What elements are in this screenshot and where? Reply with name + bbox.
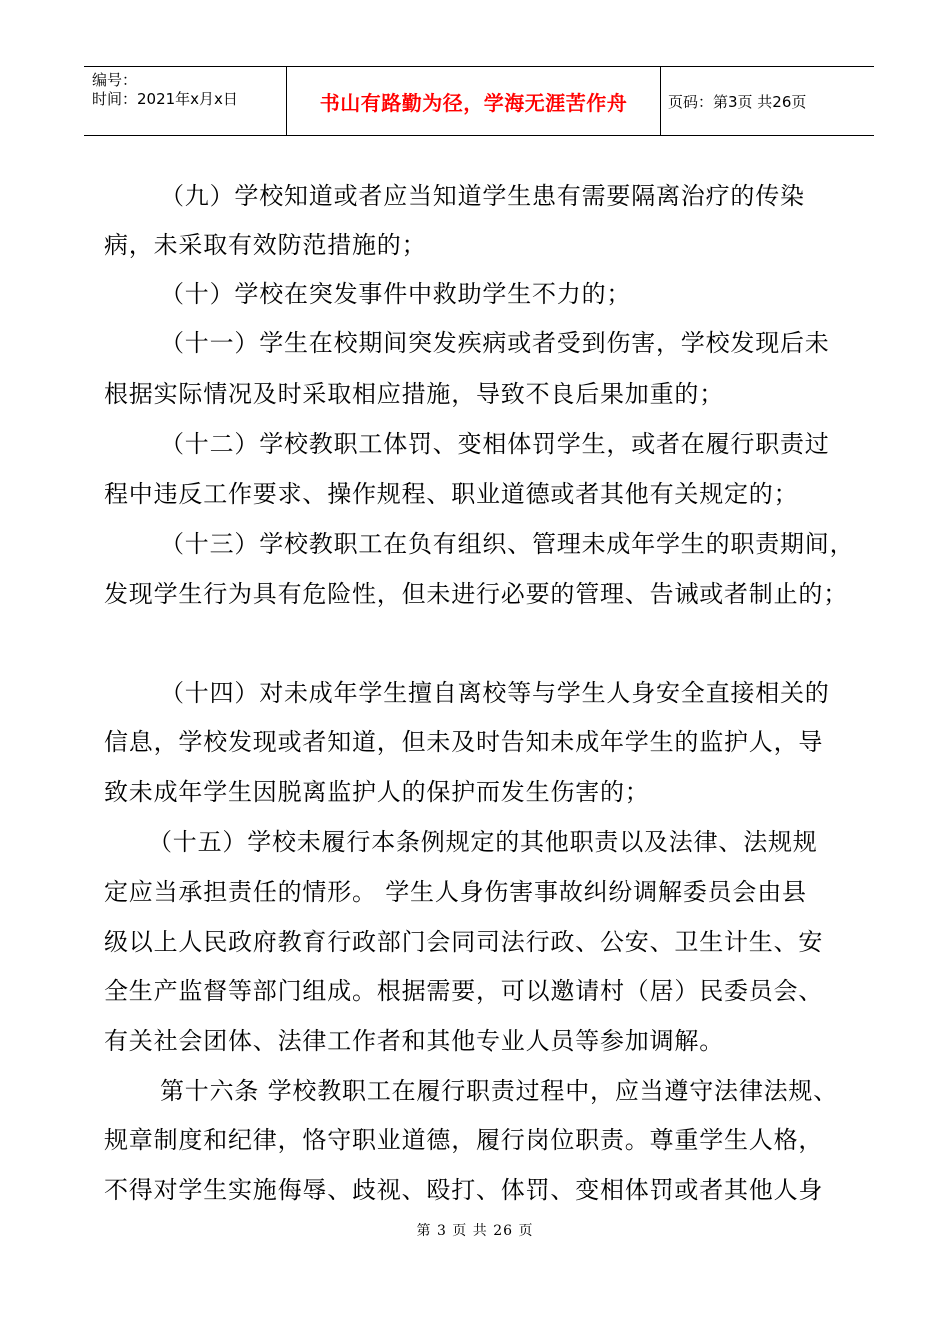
text-line: （十二）学校教职工体罚、变相体罚学生，或者在履行职责过 xyxy=(160,430,830,458)
text-line: 第十六条 学校教职工在履行职责过程中，应当遵守法律法规、 xyxy=(160,1077,839,1105)
text-line: 致未成年学生因脱离监护人的保护而发生伤害的； xyxy=(104,778,650,806)
header-motto: 书山有路勤为径，学海无涯苦作舟 xyxy=(287,67,661,135)
text-line: 病，未采取有效防范措施的； xyxy=(104,231,427,259)
time-label: 时间：2021年x月x日 xyxy=(92,90,238,108)
page-footer: 第 3 页 共 26 页 xyxy=(416,1223,534,1239)
text-line: 根据实际情况及时采取相应措施，导致不良后果加重的； xyxy=(104,380,724,408)
text-line: 有关社会团体、法律工作者和其他专业人员等参加调解。 xyxy=(104,1027,724,1055)
text-line: 发现学生行为具有危险性，但未进行必要的管理、告诫或者制止的； xyxy=(104,580,848,608)
text-line: （九）学校知道或者应当知道学生患有需要隔离治疗的传染 xyxy=(160,182,805,210)
number-label: 编号： xyxy=(92,71,138,89)
text-line: （十五）学校未履行本条例规定的其他职责以及法律、法规规 xyxy=(148,828,818,856)
text-line: 定应当承担责任的情形。 学生人身伤害事故纠纷调解委员会由县 xyxy=(104,878,807,906)
text-line: 信息，学校发现或者知道，但未及时告知未成年学生的监护人，导 xyxy=(104,728,824,756)
text-line: （十）学校在突发事件中救助学生不力的； xyxy=(160,280,632,308)
header-page-info: 页码：第3页 共26页 xyxy=(668,92,807,111)
text-line: 程中违反工作要求、操作规程、职业道德或者其他有关规定的； xyxy=(104,480,799,508)
text-line: 级以上人民政府教育行政部门会同司法行政、公安、卫生计生、安 xyxy=(104,928,824,956)
text-line: 全生产监督等部门组成。根据需要，可以邀请村（居）民委员会、 xyxy=(104,977,824,1005)
text-line: （十三）学校教职工在负有组织、管理未成年学生的职责期间， xyxy=(160,530,855,558)
text-line: （十一）学生在校期间突发疾病或者受到伤害，学校发现后未 xyxy=(160,329,830,357)
text-line: （十四）对未成年学生擅自离校等与学生人身安全直接相关的 xyxy=(160,679,830,707)
text-line: 不得对学生实施侮辱、歧视、殴打、体罚、变相体罚或者其他人身 xyxy=(104,1176,824,1204)
text-line: 规章制度和纪律，恪守职业道德，履行岗位职责。尊重学生人格， xyxy=(104,1126,824,1154)
